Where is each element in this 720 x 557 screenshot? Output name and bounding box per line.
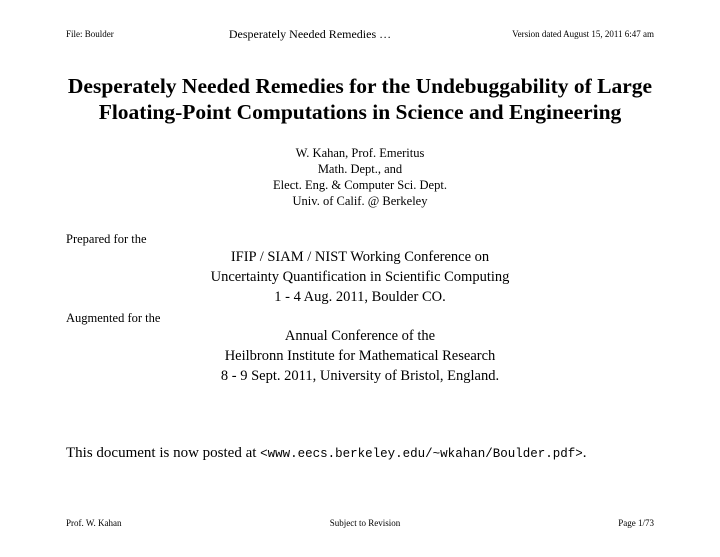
augmented-line: Annual Conference of the [284, 328, 436, 344]
header-version: Version dated August 15, 2011 6:47 am [512, 29, 654, 39]
title-line-1: Desperately Needed Remedies for the Undebuggability of Large [67, 74, 653, 98]
author-line: Elect. Eng. & Computer Sci. Dept. [273, 178, 447, 192]
augmented-label: Augmented for the [66, 311, 161, 325]
footer-page-number: Page 1/73 [618, 518, 654, 528]
author-line: Math. Dept., and [317, 162, 403, 176]
prepared-line: Uncertainty Quantification in Scientific Computing [210, 269, 510, 285]
document-title [40, 73, 680, 125]
footer-revision-note: Subject to Revision [329, 518, 401, 528]
augmented-line: Heilbronn Institute for Mathematical Research [224, 348, 496, 364]
prepared-line: 1 - 4 Aug. 2011, Boulder CO. [274, 289, 446, 305]
prepared-conference-block [0, 247, 720, 307]
augmented-conference-block [0, 326, 720, 386]
prepared-line: IFIP / SIAM / NIST Working Conference on [230, 249, 490, 265]
author-line: W. Kahan, Prof. Emeritus [295, 146, 425, 160]
posted-url-link[interactable]: <www.eecs.berkeley.edu/~wkahan/Boulder.pdf> [260, 447, 583, 461]
author-block [0, 145, 720, 209]
prepared-label: Prepared for the [66, 232, 147, 246]
title-line-2: Floating-Point Computations in Science and Engineering [98, 100, 622, 124]
posted-notice [66, 445, 586, 462]
author-line: Univ. of Calif. @ Berkeley [292, 194, 428, 208]
header-center-title: Desperately Needed Remedies … [228, 27, 392, 41]
posted-text: This document is now posted at [66, 445, 261, 461]
header-file-label: File: Boulder [66, 29, 114, 39]
footer-author: Prof. W. Kahan [66, 518, 122, 528]
posted-suffix: . [582, 445, 587, 461]
augmented-line: 8 - 9 Sept. 2011, University of Bristol, England. [220, 368, 500, 384]
